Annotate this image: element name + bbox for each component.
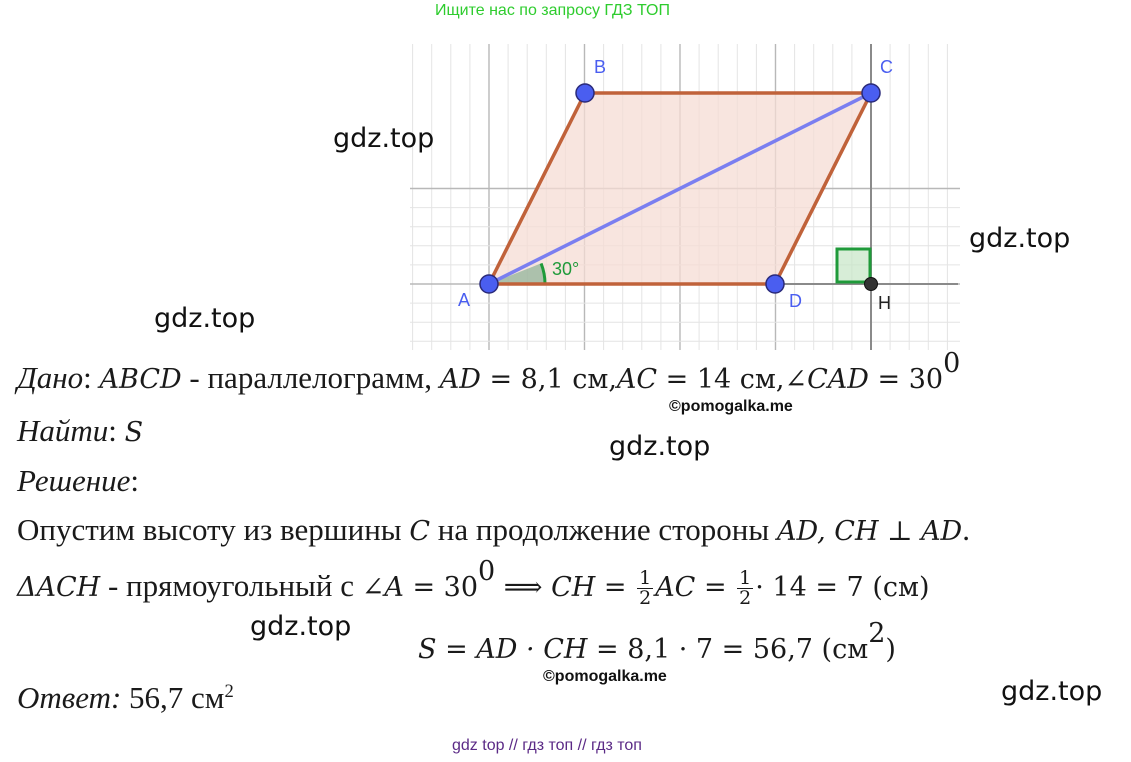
point-h xyxy=(865,278,878,291)
angle-label: 30° xyxy=(552,259,580,279)
fraction-half: $\frac{1}{2}$ xyxy=(639,567,652,610)
answer-line: Ответ: 56,7 $см^2$ xyxy=(17,680,234,715)
label-h: H xyxy=(878,293,891,313)
label-c: C xyxy=(880,57,893,77)
point-c xyxy=(862,84,880,102)
watermark: gdz.top xyxy=(333,123,435,154)
given-line: Дано: ABCD - параллелограмм, AD = 8,1 см,AC = 14 см,∠CAD = $30^0$ xyxy=(17,347,961,395)
solution-heading: Решение: xyxy=(17,463,139,498)
footer-links[interactable]: gdz top // гдз топ // гдз топ xyxy=(452,737,642,754)
find-line: Найти: S xyxy=(17,413,144,448)
point-d xyxy=(766,275,784,293)
label-d: D xyxy=(789,291,802,311)
watermark: gdz.top xyxy=(154,303,256,334)
pomogalka-watermark: ©pomogalka.me xyxy=(543,668,667,685)
watermark: gdz.top xyxy=(609,431,711,462)
right-angle-mark xyxy=(837,249,870,282)
parallelogram-figure xyxy=(405,40,965,352)
label-b: B xyxy=(594,57,607,77)
point-b xyxy=(576,84,594,102)
label-a: A xyxy=(458,290,471,310)
step-3: S = AD · CH = 8,1 · 7 = 56,7 $(см^2)$ xyxy=(418,617,896,665)
watermark: gdz.top xyxy=(1001,676,1103,707)
step-2: ΔACH - прямоугольный с ∠A = $30^0$ ⟹ CH = $\frac{1}{2}$ AC = $\frac{1}{2}$ · 14 = 7 (см) xyxy=(17,555,930,610)
watermark: gdz.top xyxy=(969,223,1071,254)
point-a xyxy=(480,275,498,293)
watermark: gdz.top xyxy=(250,611,352,642)
search-banner: Ищите нас по запросу ГДЗ ТОП xyxy=(435,2,670,19)
step-1: Опустим высоту из вершины C на продолжение стороны AD, CH ⊥ AD. xyxy=(17,512,970,547)
fraction-half: $\frac{1}{2}$ xyxy=(739,567,752,610)
pomogalka-watermark: ©pomogalka.me xyxy=(669,398,793,415)
